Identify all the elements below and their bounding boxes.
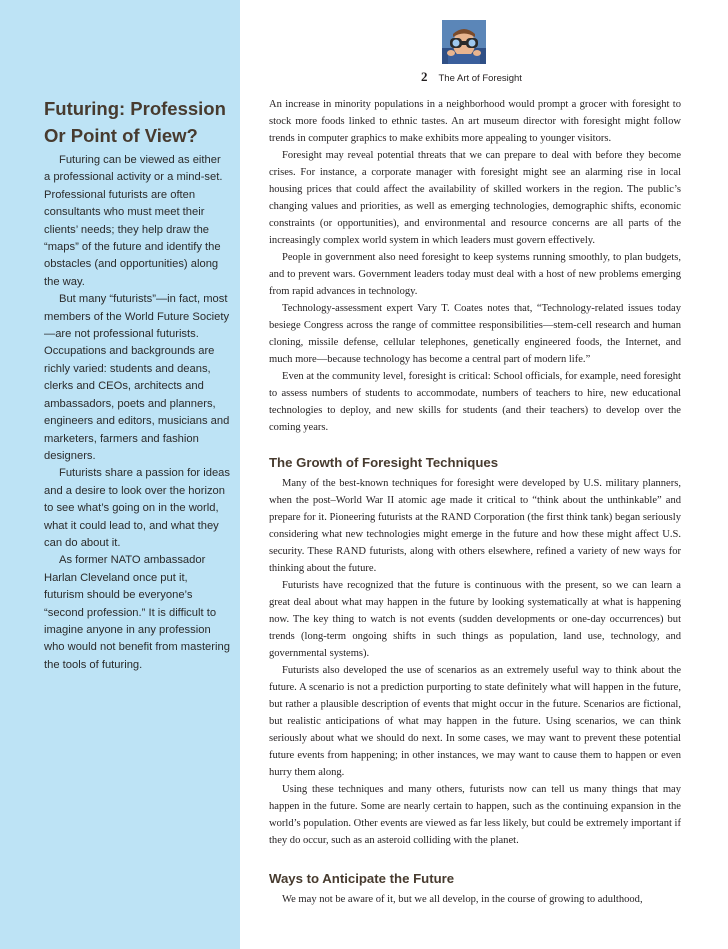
page-header [421, 68, 522, 86]
sidebar-paragraph: But many “futurists”—in fact, most members of the World Future Society —are not professional futurists. Occupations and backgrounds are richly varied: students and deans, clerks and CEOs, architects and ambassadors, poets and planners, engineers and editors, musicians and marketers, farmers and fashion designers. [44, 293, 230, 462]
body-paragraph: People in government also need foresight to keep systems running smoothly, to plan budgets, and to prevent wars. Government leaders today must deal with a host of new problems emerging from rapid advances in technology. [269, 252, 681, 297]
body-paragraph: Foresight may reveal potential threats that we can prepare to deal with before they become crises. For instance, a corporate manager with foresight might see an alarming rise in local housing prices that could affect the availability of skilled workers in the region. The public’s changing values and priorities, as well as emerging technologies, demographic shifts, economic constraints (or opportunities), and environmental and resource concerns are all parts of the increasingly complex world system in which leaders must govern effectively. [269, 150, 681, 246]
body-paragraph: An increase in minority populations in a neighborhood would prompt a grocer with foresight to stock more foods linked to ethnic tastes. An art museum director with foresight might follow trends in computer graphics to make exhibits more appealing to younger visitors. [269, 99, 681, 144]
running-title: The Art of Foresight [438, 73, 522, 84]
binoculars-figure-icon [442, 20, 486, 64]
sidebar-title [44, 95, 240, 149]
body-paragraph: We may not be aware of it, but we all develop, in the course of growing to adulthood, [282, 894, 643, 905]
main-text [269, 96, 681, 908]
sidebar-panel [0, 0, 240, 949]
body-paragraph: Using these techniques and many others, futurists now can tell us many things that may happen in the future. Some are nearly certain to happen, such as the continuing expansion in the world’s population. Other events are viewed as far less likely, but could be extremely important if they do occur, such as an asteroid colliding with the planet. [269, 784, 681, 846]
sidebar-paragraph: Futurists share a passion for ideas and a desire to look over the horizon to see what’s going on in the world, what it could lead to, and what they can do about it. [44, 467, 231, 549]
sidebar-body [44, 152, 230, 674]
section-heading-growth: The Growth of Foresight Techniques [269, 455, 499, 470]
sidebar-paragraph: Futuring can be viewed as either a professional activity or a mind-set. Professional futurists are often consultants who must meet their clients’ needs; they help draw the “maps” of the future and identify the obstacles (and opportunities) along the way. [44, 154, 223, 288]
page-number: 2 [421, 69, 428, 84]
sidebar-title-line2: Or Point of View? [44, 125, 198, 146]
body-paragraph: Many of the best-known techniques for foresight were developed by U.S. military planners, when the post–World War II atomic age made it critical to “think about the unthinkable” and prepare for it. Pioneering futurists at the RAND Corporation (the first think tank) began seriously considering what new technologies might emerge in the future and how these might affect U.S. security. These RAND futurists, along with others elsewhere, refined a variety of new ways for thinking about the future. [269, 478, 681, 574]
sidebar-title-line1: Futuring: Profession [44, 98, 226, 119]
section-heading-ways: Ways to Anticipate the Future [269, 871, 455, 886]
body-paragraph: Technology-assessment expert Vary T. Coates notes that, “Technology-related issues today besiege Congress across the range of committee responsibilities—stem-cell research and human cloning, missile defense, cellular telephones, genetically engineered foods, the Internet, and much more—because technology has become a central part of modern life.” [269, 303, 681, 365]
sidebar-paragraph: As former NATO ambassador Harlan Cleveland once put it, futurism should be everyone’s “second profession.” It is difficult to imagine anyone in any profession who would not benefit from mastering the tools of futuring. [44, 554, 230, 671]
body-paragraph: Futurists also developed the use of scenarios as an extremely useful way to think about the future. A scenario is not a prediction purporting to state definitely what will happen in the future, but rather a plausible description of events that might occur in the future. Scenarios are fictional, but realistic anticipations of what may happen in the future. Using scenarios, we can think seriously about what we should do next. In some cases, we may want to prevent these potential future events from happening; in other instances, we may want to cause them to happen or even hurry them along. [269, 665, 681, 778]
body-paragraph: Even at the community level, foresight is critical: School officials, for example, need foresight to assess numbers of students to accommodate, numbers of teachers to hire, new educational technologies to deploy, and new skills for students (and their teachers) to develop over the coming years. [269, 371, 681, 433]
body-paragraph: Futurists have recognized that the future is continuous with the present, so we can learn a great deal about what may happen in the future by looking systematically at what is happening now. The key thing to watch is not events (sudden developments or one-day occurrences) but trends (long-term ongoing shifts in such things as population, land use, technology, and governmental systems). [269, 580, 681, 659]
